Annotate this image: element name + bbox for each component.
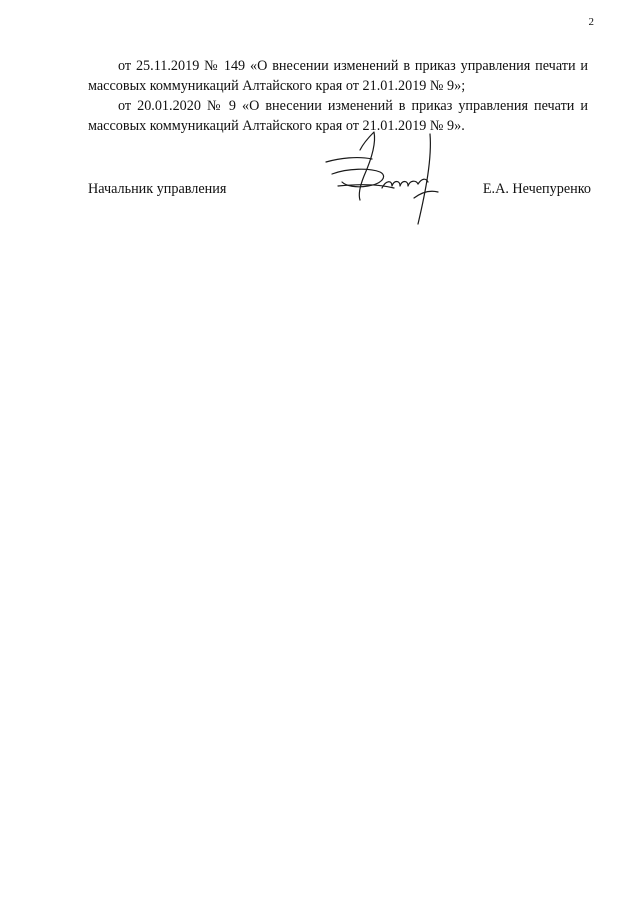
signature-block — [88, 179, 591, 199]
signatory-position: Начальник управления — [88, 181, 227, 197]
paragraph-amendment-1: от 25.11.2019 № 149 «О внесении изменений в приказ управления печати и массовых коммуникаций Алтайского края от 21.01.2019 № 9»; — [88, 58, 588, 94]
paragraph-amendment-2: от 20.01.2020 № 9 «О внесении изменений в приказ управления печати и массовых коммуникаций Алтайского края от 21.01.2019 № 9». — [88, 98, 588, 134]
document-body — [88, 56, 588, 136]
page-number: 2 — [588, 16, 594, 28]
signatory-name: Е.А. Нечепуренко — [482, 181, 591, 197]
